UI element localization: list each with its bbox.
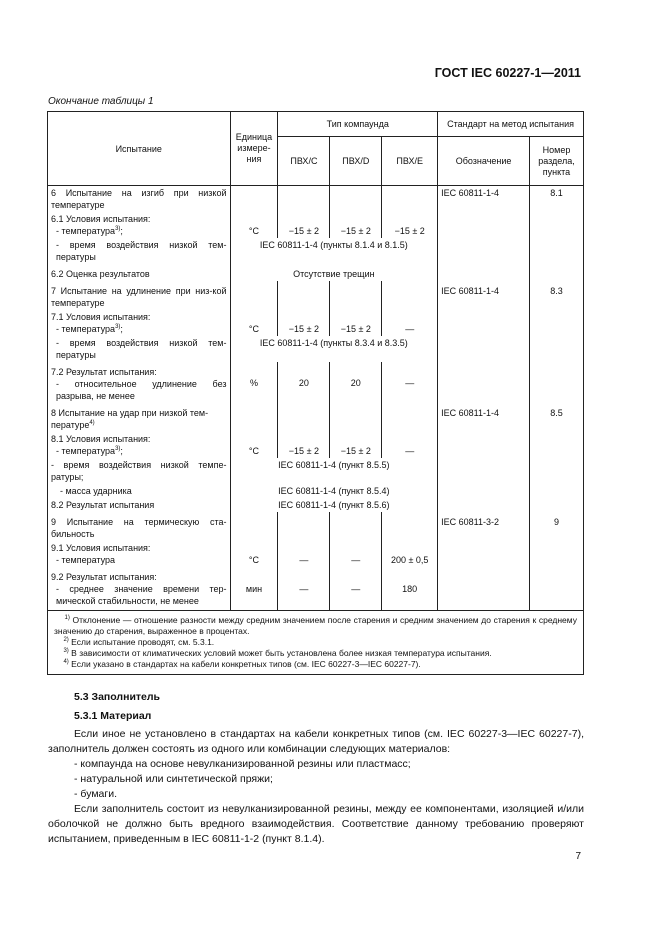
- table-header-row: [48, 112, 584, 137]
- header-pvc-e: ПВХ/E: [382, 137, 438, 186]
- header-standard: Стандарт на метод испытания: [438, 112, 584, 137]
- table-row: [48, 238, 584, 264]
- row-value-c: −15 ± 2: [278, 212, 330, 238]
- row-value-span: IEC 60811-1-4 (пункт 8.5.4): [230, 484, 438, 498]
- row-standard: IEC 60811-1-4: [438, 281, 530, 310]
- table-row: [48, 432, 584, 458]
- row-label: - время воздействия низкой темпе-ратуры;: [48, 458, 231, 484]
- footnote: $^{3)}$ В зависимости от климатических условий может быть установлена более низкая температура испытания.: [63, 648, 492, 658]
- table-caption: Окончание таблицы 1: [48, 96, 154, 107]
- row-value-d: —: [330, 541, 382, 567]
- row-label: 9.2 Результат испытания:: [51, 572, 157, 582]
- row-section: 8.1: [530, 186, 584, 213]
- row-value-span: IEC 60811-1-4 (пункты 8.3.4 и 8.3.5): [230, 336, 438, 362]
- table-row: [48, 512, 584, 541]
- table-row: [48, 362, 584, 403]
- list-item: - компаунда на основе невулканизированной резины или пластмасс;: [74, 758, 411, 770]
- row-value-span: Отсутствие трещин: [230, 264, 438, 281]
- table-row: [48, 264, 584, 281]
- row-sublabel: - температура$^{3)}$;: [56, 226, 123, 236]
- row-value-e: —: [382, 310, 438, 336]
- header-test: Испытание: [48, 112, 231, 186]
- row-value-c: 20: [278, 362, 330, 403]
- row-unit: °С: [230, 541, 278, 567]
- row-label: 7.1 Условия испытания:: [51, 312, 151, 322]
- row-value-e: 200 ± 0,5: [382, 541, 438, 567]
- row-value-c: —: [278, 541, 330, 567]
- header-section: Номер раздела, пункта: [530, 137, 584, 186]
- row-value-e: −15 ± 2: [382, 212, 438, 238]
- footnote: $^{4)}$ Если указано в стандартах на кабели конкретных типов (см. IEC 60227-3—IEC 60227-7).: [63, 659, 421, 669]
- row-section: 8.3: [530, 281, 584, 310]
- row-unit: °С: [230, 310, 278, 336]
- table-row: [48, 281, 584, 310]
- row-label: 9 Испытание на термическую ста-бильность: [48, 512, 231, 541]
- table-row: [48, 336, 584, 362]
- row-value-c: —: [278, 567, 330, 611]
- row-value-d: −15 ± 2: [330, 310, 382, 336]
- row-label: 6.2 Оценка результатов: [48, 264, 231, 281]
- table-row: [48, 498, 584, 512]
- row-unit: °С: [230, 212, 278, 238]
- row-value-d: —: [330, 567, 382, 611]
- table-row: [48, 567, 584, 611]
- row-section: 9: [530, 512, 584, 541]
- row-value-c: −15 ± 2: [278, 432, 330, 458]
- row-value-span: IEC 60811-1-4 (пункты 8.1.4 и 8.1.5): [230, 238, 438, 264]
- header-unit: Единица измере-ния: [230, 112, 278, 186]
- row-standard: IEC 60811-1-4: [438, 403, 530, 432]
- list-item: - бумаги.: [74, 788, 117, 800]
- row-sublabel: - среднее значение времени тер-мической стабильности, не менее: [56, 584, 227, 606]
- footnote: $^{2)}$ Если испытание проводят, см. 5.3.1.: [63, 637, 215, 647]
- footnote: $^{1)}$ Отклонение — отношение разности между средним значением после старения и средним значением до старения к среднему значению до старения, выраженное в процентах.: [54, 615, 577, 636]
- footnotes-row: [48, 611, 584, 675]
- table-row: [48, 541, 584, 567]
- row-standard: IEC 60811-1-4: [438, 186, 530, 213]
- row-value-d: −15 ± 2: [330, 212, 382, 238]
- row-label: 6.1 Условия испытания:: [51, 214, 151, 224]
- header-pvc-d: ПВХ/D: [330, 137, 382, 186]
- row-value-d: −15 ± 2: [330, 432, 382, 458]
- document-header: ГОСТ IEC 60227-1—2011: [434, 66, 581, 80]
- row-unit: °С: [230, 432, 278, 458]
- subsection-heading: 5.3.1 Материал: [74, 710, 152, 722]
- row-value-e: —: [382, 362, 438, 403]
- row-unit: мин: [230, 567, 278, 611]
- row-label: - время воздействия низкой тем-пературы: [48, 238, 231, 264]
- row-label: 8 Испытание на удар при низкой тем-пературе$^{4)}$: [48, 403, 231, 432]
- row-label: 7.2 Результат испытания:: [51, 367, 157, 377]
- table-row: [48, 403, 584, 432]
- row-sublabel: - температура$^{3)}$;: [56, 324, 123, 334]
- row-value-e: —: [382, 432, 438, 458]
- paragraph: Если заполнитель состоит из невулканизированной резины, между ее компонентами, изоляцией и/или оболочкой не должно быть вредного взаимодействия. Соответствие данному требованию проверяют испытанием, приведенным в IEC 60811-1-2 (пункт 8.1.4).: [48, 803, 584, 845]
- header-pvc-c: ПВХ/С: [278, 137, 330, 186]
- footnotes: [48, 611, 584, 675]
- row-value-span: IEC 60811-1-4 (пункт 8.5.5): [230, 458, 438, 484]
- test-table: [47, 111, 584, 675]
- row-sublabel: - температура$^{3)}$;: [56, 446, 123, 456]
- row-label: 6 Испытание на изгиб при низкой температуре: [48, 186, 231, 213]
- list-item: - натуральной или синтетической пряжи;: [74, 773, 273, 785]
- section-heading: 5.3 Заполнитель: [74, 691, 160, 703]
- row-standard: IEC 60811-3-2: [438, 512, 530, 541]
- row-section: 8.5: [530, 403, 584, 432]
- paragraph: Если иное не установлено в стандартах на кабели конкретных типов (см. IEC 60227-3—IEC 60227-7), заполнитель должен состоять из одного или комбинации следующих материалов:: [48, 728, 584, 755]
- row-value-c: −15 ± 2: [278, 310, 330, 336]
- page-number: 7: [575, 851, 581, 862]
- row-value-d: 20: [330, 362, 382, 403]
- table-row: [48, 212, 584, 238]
- row-value-e: 180: [382, 567, 438, 611]
- row-label: - время воздействия низкой тем-пературы: [48, 336, 231, 362]
- table-row: [48, 186, 584, 213]
- row-label: 9.1 Условия испытания:: [51, 543, 151, 553]
- table-row: [48, 484, 584, 498]
- row-sublabel: - относительное удлинение без разрыва, не менее: [56, 379, 227, 401]
- row-label: 8.1 Условия испытания:: [51, 434, 151, 444]
- table-row: [48, 310, 584, 336]
- row-value-span: IEC 60811-1-4 (пункт 8.5.6): [230, 498, 438, 512]
- row-label: 7 Испытание на удлинение при низ-кой температуре: [48, 281, 231, 310]
- row-label: - масса ударника: [48, 484, 231, 498]
- row-unit: %: [230, 362, 278, 403]
- header-compound: Тип компаунда: [278, 112, 438, 137]
- row-label: 8.2 Результат испытания: [48, 498, 231, 512]
- header-designation: Обозначение: [438, 137, 530, 186]
- row-sublabel: - температура: [56, 555, 116, 565]
- table-row: [48, 458, 584, 484]
